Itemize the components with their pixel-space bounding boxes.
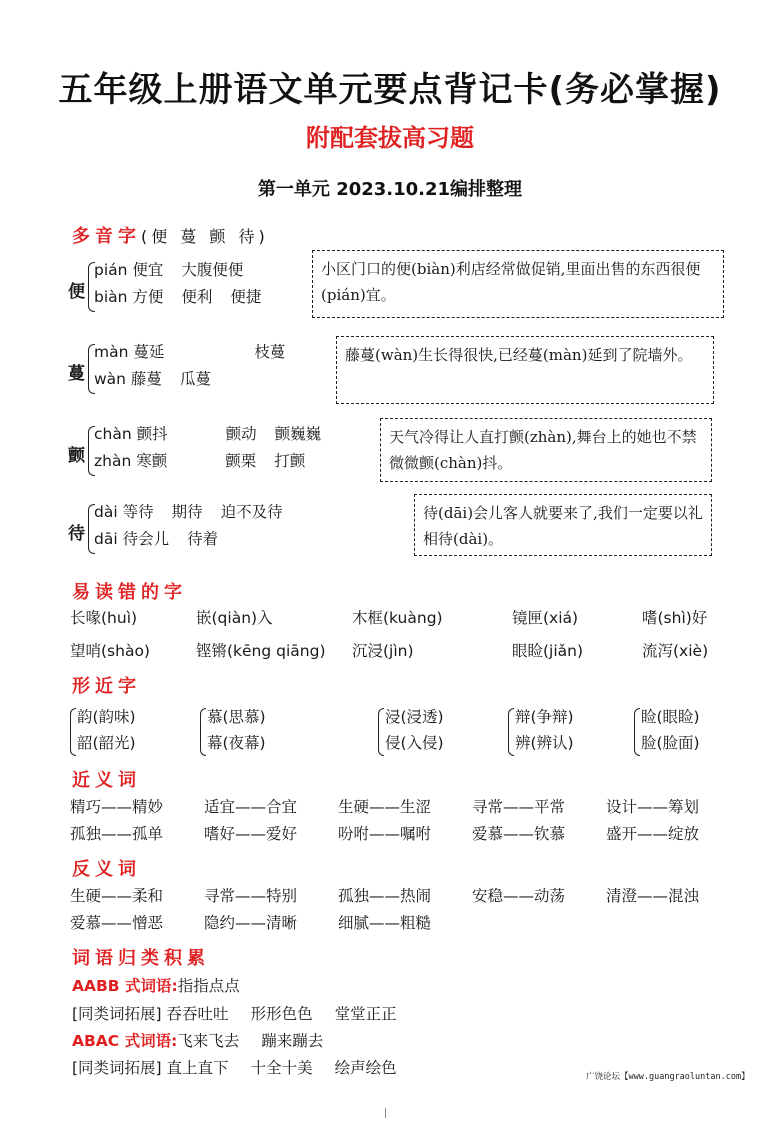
- similar-pair: [508, 705, 638, 761]
- reading-word: wàn 藤蔓: [94, 370, 162, 388]
- page-mark: [385, 1108, 386, 1118]
- misread-item: 铿锵(kēng qiāng): [196, 642, 326, 660]
- synonym-row: [70, 822, 780, 848]
- reading-word: dāi 待会儿: [94, 530, 170, 548]
- synonym-pair: 适宜——合宜: [204, 798, 298, 816]
- reading-word: 颤栗: [225, 452, 257, 470]
- section-title-text: 多音字: [72, 226, 141, 247]
- antonym-pair: 细腻——粗糙: [338, 914, 432, 932]
- reading-word: 枝蔓: [254, 343, 286, 361]
- similar-word: 浸(浸透): [385, 708, 444, 726]
- abac-label: ABAC 式词语:: [72, 1032, 178, 1050]
- misread-row: [70, 606, 770, 632]
- antonym-pair: 隐约——清晰: [204, 914, 298, 932]
- reading-row: [94, 527, 236, 549]
- polyphonic-char: 颤: [68, 446, 85, 466]
- section-title-suffix: (便 蔓 颤 待): [141, 227, 269, 246]
- similar-word: 睑(眼睑): [641, 708, 700, 726]
- brace-icon: [200, 708, 206, 756]
- antonym-pair: 安稳——动荡: [472, 887, 566, 905]
- reading-row: [94, 422, 339, 444]
- abac-word: 蹦来蹦去: [261, 1032, 324, 1050]
- section-title-misread: 易读错的字: [72, 582, 187, 603]
- synonym-pair: 生硬——生涩: [338, 798, 432, 816]
- source-watermark: 广饶论坛【www.guangraoluntan.com】: [586, 1072, 750, 1082]
- similar-pair: [70, 705, 200, 761]
- synonym-pair: 爱慕——钦慕: [472, 825, 566, 843]
- reading-word: biàn 方便: [94, 288, 164, 306]
- antonym-row: [70, 911, 780, 937]
- extension-word: 十全十美: [250, 1059, 313, 1077]
- example-sentence-box: 待(dāi)会儿客人就要来了,我们一定要以礼相待(dài)。: [414, 494, 712, 556]
- extension-label: [同类词拓展]: [72, 1059, 162, 1077]
- antonym-pair: 清澄——混浊: [606, 887, 700, 905]
- similar-pair: [634, 705, 764, 761]
- similar-word: 慕(思慕): [207, 708, 266, 726]
- reading-word: 便捷: [230, 288, 262, 306]
- page-subtitle: 附配套拔高习题: [306, 124, 474, 152]
- misread-item: 嵌(qiàn)入: [196, 609, 273, 627]
- antonym-pair: 孤独——热闹: [338, 887, 432, 905]
- synonym-pair: 吩咐——嘱咐: [338, 825, 432, 843]
- antonym-row: [70, 884, 780, 910]
- reading-row: [94, 449, 323, 471]
- synonym-pair: 精巧——精妙: [70, 798, 164, 816]
- misread-item: 沉浸(jìn): [352, 642, 414, 660]
- unit-line: 第一单元 2023.10.21编排整理: [257, 179, 523, 200]
- extension-word: 绘声绘色: [334, 1059, 397, 1077]
- reading-row: [94, 500, 301, 522]
- misread-item: 长喙(huì): [70, 609, 138, 627]
- section-title-polyphonic: [72, 222, 269, 248]
- aabb-line: [72, 974, 240, 996]
- misread-item: 木框(kuàng): [352, 609, 443, 627]
- abac-line: [72, 1029, 323, 1051]
- reading-word: zhàn 寒颤: [94, 452, 168, 470]
- section-title-classification: 词语归类积累: [72, 948, 210, 969]
- misread-item: 镜匣(xiá): [512, 609, 579, 627]
- extension-word: 直上直下: [166, 1059, 229, 1077]
- reading-word: 大腹便便: [181, 261, 244, 279]
- polyphonic-item: [68, 258, 768, 318]
- brace-icon: [634, 708, 640, 756]
- section-title-synonyms: 近义词: [72, 770, 141, 791]
- misread-item: 眼睑(jiǎn): [512, 642, 584, 660]
- brace-icon: [378, 708, 384, 756]
- antonym-pair: 寻常——特别: [204, 887, 298, 905]
- similar-word: 韶(韶光): [77, 734, 136, 752]
- antonym-pair: 爱慕——憎恶: [70, 914, 164, 932]
- reading-row: [94, 367, 229, 389]
- extension-word: 形形色色: [250, 1005, 313, 1023]
- reading-word: chàn 颤抖: [94, 425, 168, 443]
- similar-pair: [378, 705, 508, 761]
- reading-word: 迫不及待: [220, 503, 283, 521]
- synonym-pair: 嗜好——爱好: [204, 825, 298, 843]
- abac-word: 飞来飞去: [177, 1032, 240, 1050]
- reading-word: 颤巍巍: [274, 425, 322, 443]
- synonym-pair: 寻常——平常: [472, 798, 566, 816]
- example-sentence-box: 小区门口的便(biàn)利店经常做促销,里面出售的东西很便(pián)宜。: [312, 250, 724, 318]
- similar-word: 韵(韵味): [77, 708, 136, 726]
- reading-word: 待着: [187, 530, 219, 548]
- synonym-pair: 盛开——绽放: [606, 825, 700, 843]
- reading-row: [94, 340, 303, 362]
- section-title-similar-shape: 形近字: [72, 676, 141, 697]
- reading-word: 颤动: [225, 425, 257, 443]
- similar-pair: [200, 705, 330, 761]
- reading-row: [94, 285, 279, 307]
- polyphonic-char: 待: [68, 524, 85, 544]
- misread-item: 嗜(shì)好: [642, 609, 708, 627]
- reading-word: pián 便宜: [94, 261, 164, 279]
- similar-word: 幕(夜幕): [207, 734, 266, 752]
- reading-word: 期待: [171, 503, 203, 521]
- extension-word: 吞吞吐吐: [166, 1005, 229, 1023]
- antonym-pair: 生硬——柔和: [70, 887, 164, 905]
- page-title: 五年级上册语文单元要点背记卡(务必掌握): [58, 70, 722, 110]
- aabb-words: 指指点点: [177, 977, 240, 995]
- example-sentence-box: 藤蔓(wàn)生长得很快,已经蔓(màn)延到了院墙外。: [336, 336, 714, 404]
- synonym-pair: 孤独——孤单: [70, 825, 164, 843]
- example-sentence-box: 天气冷得让人直打颤(zhàn),舞台上的她也不禁微微颤(chàn)抖。: [380, 418, 712, 482]
- brace-icon: [70, 708, 76, 756]
- reading-word: 打颤: [274, 452, 306, 470]
- similar-word: 辨(辨认): [515, 734, 574, 752]
- section-title-antonyms: 反义词: [72, 859, 141, 880]
- similar-word: 辩(争辩): [515, 708, 574, 726]
- reading-word: dài 等待: [94, 503, 154, 521]
- polyphonic-item: [68, 340, 768, 400]
- extension-label: [同类词拓展]: [72, 1005, 162, 1023]
- aabb-label: AABB 式词语:: [72, 977, 178, 995]
- similar-word: 脸(脸面): [641, 734, 700, 752]
- misread-item: 望哨(shào): [70, 642, 150, 660]
- reading-word: 瓜蔓: [179, 370, 211, 388]
- synonym-row: [70, 795, 780, 821]
- reading-row: [94, 258, 261, 280]
- reading-word: màn 蔓延: [94, 343, 165, 361]
- brace-icon: [508, 708, 514, 756]
- polyphonic-char: 便: [68, 282, 85, 302]
- abac-extension-line: [72, 1056, 397, 1078]
- synonym-pair: 设计——筹划: [606, 798, 700, 816]
- misread-row: [70, 639, 770, 665]
- polyphonic-item: [68, 500, 768, 560]
- polyphonic-item: [68, 422, 768, 482]
- aabb-extension-line: [72, 1002, 397, 1024]
- similar-word: 侵(入侵): [385, 734, 444, 752]
- reading-word: 便利: [181, 288, 213, 306]
- polyphonic-char: 蔓: [68, 364, 85, 384]
- extension-word: 堂堂正正: [334, 1005, 397, 1023]
- misread-item: 流泻(xiè): [642, 642, 709, 660]
